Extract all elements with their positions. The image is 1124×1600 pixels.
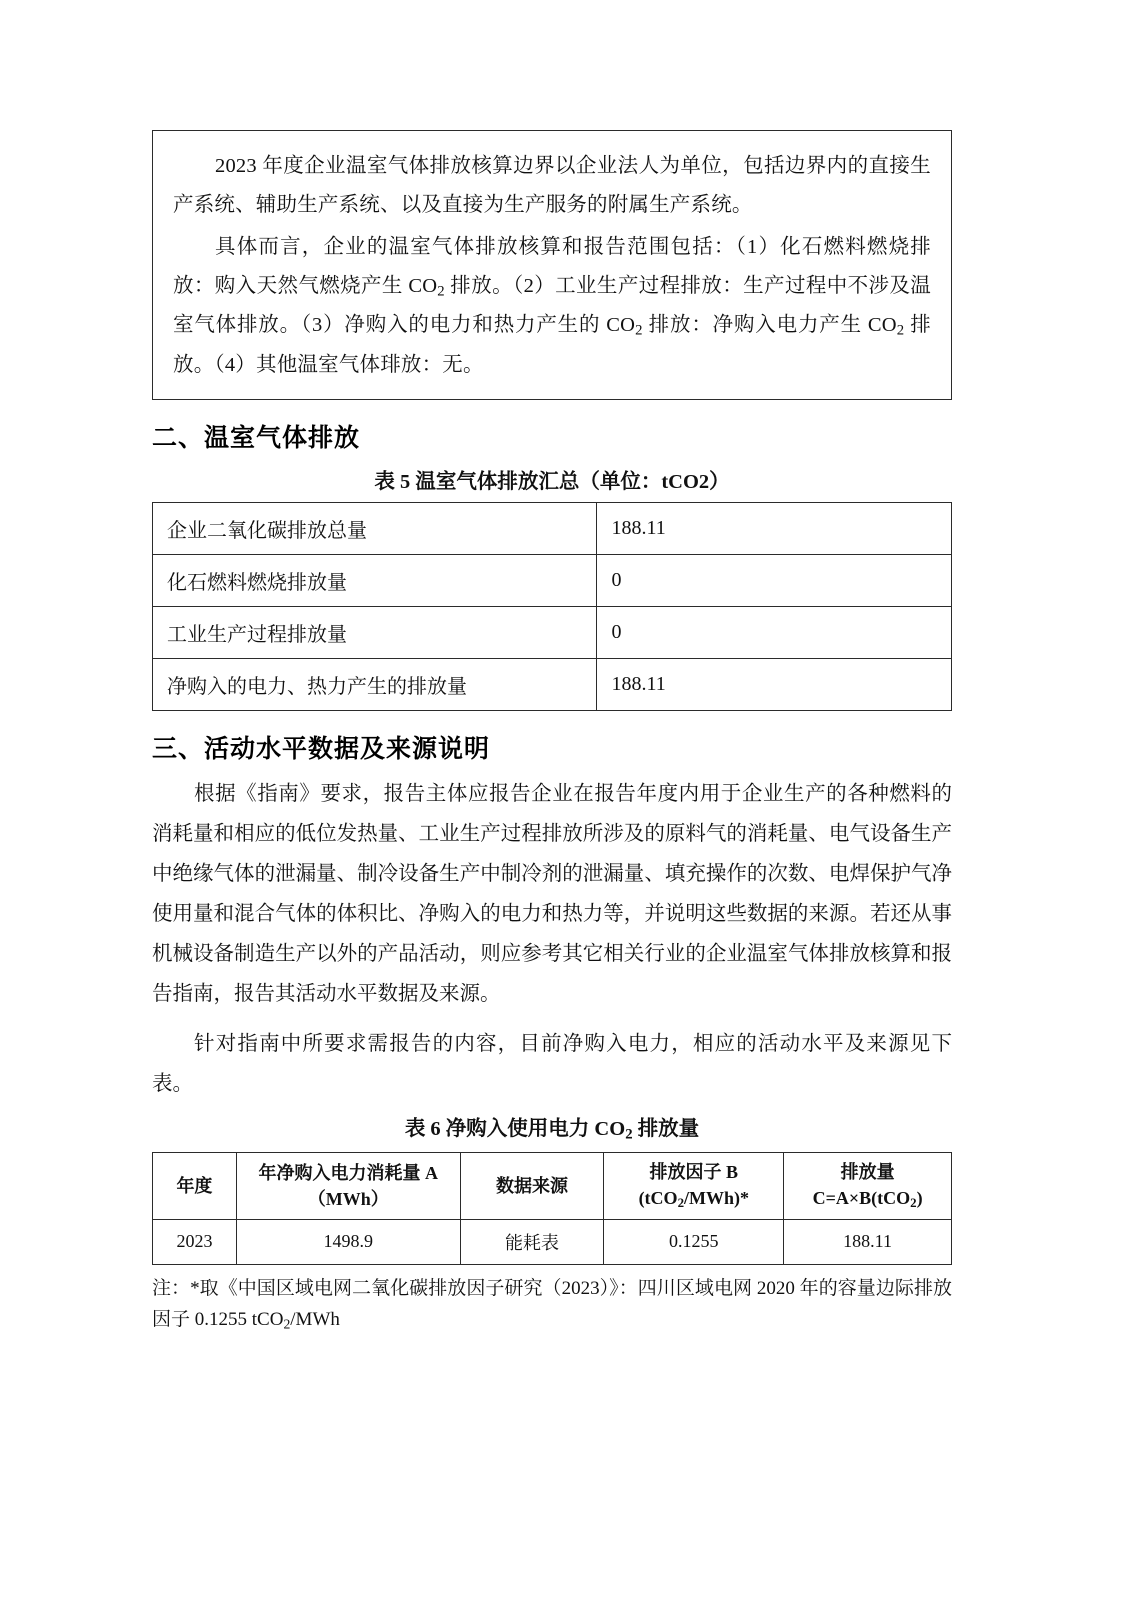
table5-label-0: 企业二氧化碳排放总量 [153,503,597,555]
footnote-text-2: /MWh [290,1309,340,1331]
table-row [153,503,952,555]
page-content [152,130,952,1355]
table5-value-2: 0 [597,607,952,659]
co2-subscript-emission: 2 [910,1194,917,1210]
table6-footnote [152,1273,952,1336]
boundary-paragraph: 2023 年度企业温室气体排放核算边界以企业法人为单位，包括边界内的直接生产系统、辅助生产系统、以及直接为生产服务的附属生产系统。 [173,155,931,217]
co2-subscript-2: 2 [635,323,643,340]
co2-subscript-factor: 2 [677,1194,685,1210]
footnote-text-1: 注：*取《中国区域电网二氧化碳排放因子研究（2023）》：四川区域电网 2020 年的容量边际排放因子 0.1255 tCO [152,1277,952,1331]
table6-header-consumption-line1: 年净购入电力消耗量 A [258,1162,438,1183]
table6-header-emission-line2-pre: C=A×B(tCO [812,1187,911,1208]
table6-header-row [153,1152,952,1219]
table5-label-2: 工业生产过程排放量 [153,607,597,659]
purchased-electricity-emission-table [152,1152,952,1265]
section-heading-2: 二、温室气体排放 [152,423,361,453]
activity-data-paragraph-2: 针对指南中所要求需报告的内容，目前净购入电力，相应的活动水平及来源见下表。 [152,1032,952,1095]
table6-caption [152,1111,952,1144]
table5-label-1: 化石燃料燃烧排放量 [153,555,597,607]
table6-caption-text-2: 排放量 [632,1117,700,1140]
table5-caption: 表 5 温室气体排放汇总（单位：tCO2） [374,471,730,494]
table5-value-3: 188.11 [597,659,952,711]
table6-caption-text-1: 表 6 净购入使用电力 CO [404,1117,626,1140]
table6-header-emission [784,1152,952,1219]
accounting-boundary-box [152,130,952,400]
co2-subscript-1: 2 [437,283,445,300]
table-row [153,607,952,659]
table6-header-emission-line1: 排放量 [840,1161,895,1182]
scope-text-3: 排放：净购入电力产生 CO [642,314,897,337]
table6-header-factor [604,1152,784,1219]
table-row [153,555,952,607]
table6-header-source: 数据来源 [460,1152,604,1219]
co2-subscript-note: 2 [283,1316,291,1332]
table6-header-consumption-line2: （MWh） [307,1188,389,1209]
table6-header-factor-line1: 排放因子 B [649,1161,739,1182]
table6-cell-year: 2023 [153,1219,237,1264]
table5-value-1: 0 [597,555,952,607]
table-row [153,1219,952,1264]
table-row [153,659,952,711]
table6-header-year: 年度 [153,1152,237,1219]
scope-text-1: 具体而言，企业的温室气体排放核算和报告范围包括：（1）化石燃料燃烧排放：购入天然气燃烧产生 CO [173,235,931,298]
table5-value-0: 188.11 [597,503,952,555]
scope-paragraph [173,228,931,385]
table6-cell-source: 能耗表 [460,1219,604,1264]
ghg-emission-summary-table [152,502,952,711]
table6-cell-factor: 0.1255 [604,1219,784,1264]
scope-text-4: 排放。（4）其他温室气体琲放：无。 [173,314,931,376]
table5-label-3: 净购入的电力、热力产生的排放量 [153,659,597,711]
table6-header-factor-line2-pre: (tCO [638,1187,678,1208]
scope-text-2: 排放。（2）工业生产过程排放：生产过程中不涉及温室气体排放。（3）净购入的电力和热力产生的 CO [173,275,931,337]
table6-cell-emission: 188.11 [784,1219,952,1264]
co2-subscript-caption: 2 [625,1126,633,1143]
activity-data-paragraph-1: 根据《指南》要求，报告主体应报告企业在报告年度内用于企业生产的各种燃料的消耗量和相应的低位发热量、工业生产过程排放所涉及的原料气的消耗量、电气设备生产中绝缘气体的泄漏量、制冷设备生产中制冷剂的泄漏量、填充操作的次数、电焊保护气净使用量和混合气体的体积比、净购入的电力和热力等，并说明这些数据的来源。若还从事机械设备制造生产以外的产品活动，则应参考其它相关行业的企业温室气体排放核算和报告指南，报告其活动水平数据及来源。 [152,783,952,1005]
table6-cell-consumption: 1498.9 [236,1219,460,1264]
co2-subscript-3: 2 [896,323,905,340]
table6-header-emission-line2-post: ) [916,1187,923,1208]
table6-header-consumption [236,1152,460,1219]
section-heading-3: 三、活动水平数据及来源说明 [152,734,491,764]
table6-header-factor-line2-post: /MWh)* [684,1187,750,1208]
